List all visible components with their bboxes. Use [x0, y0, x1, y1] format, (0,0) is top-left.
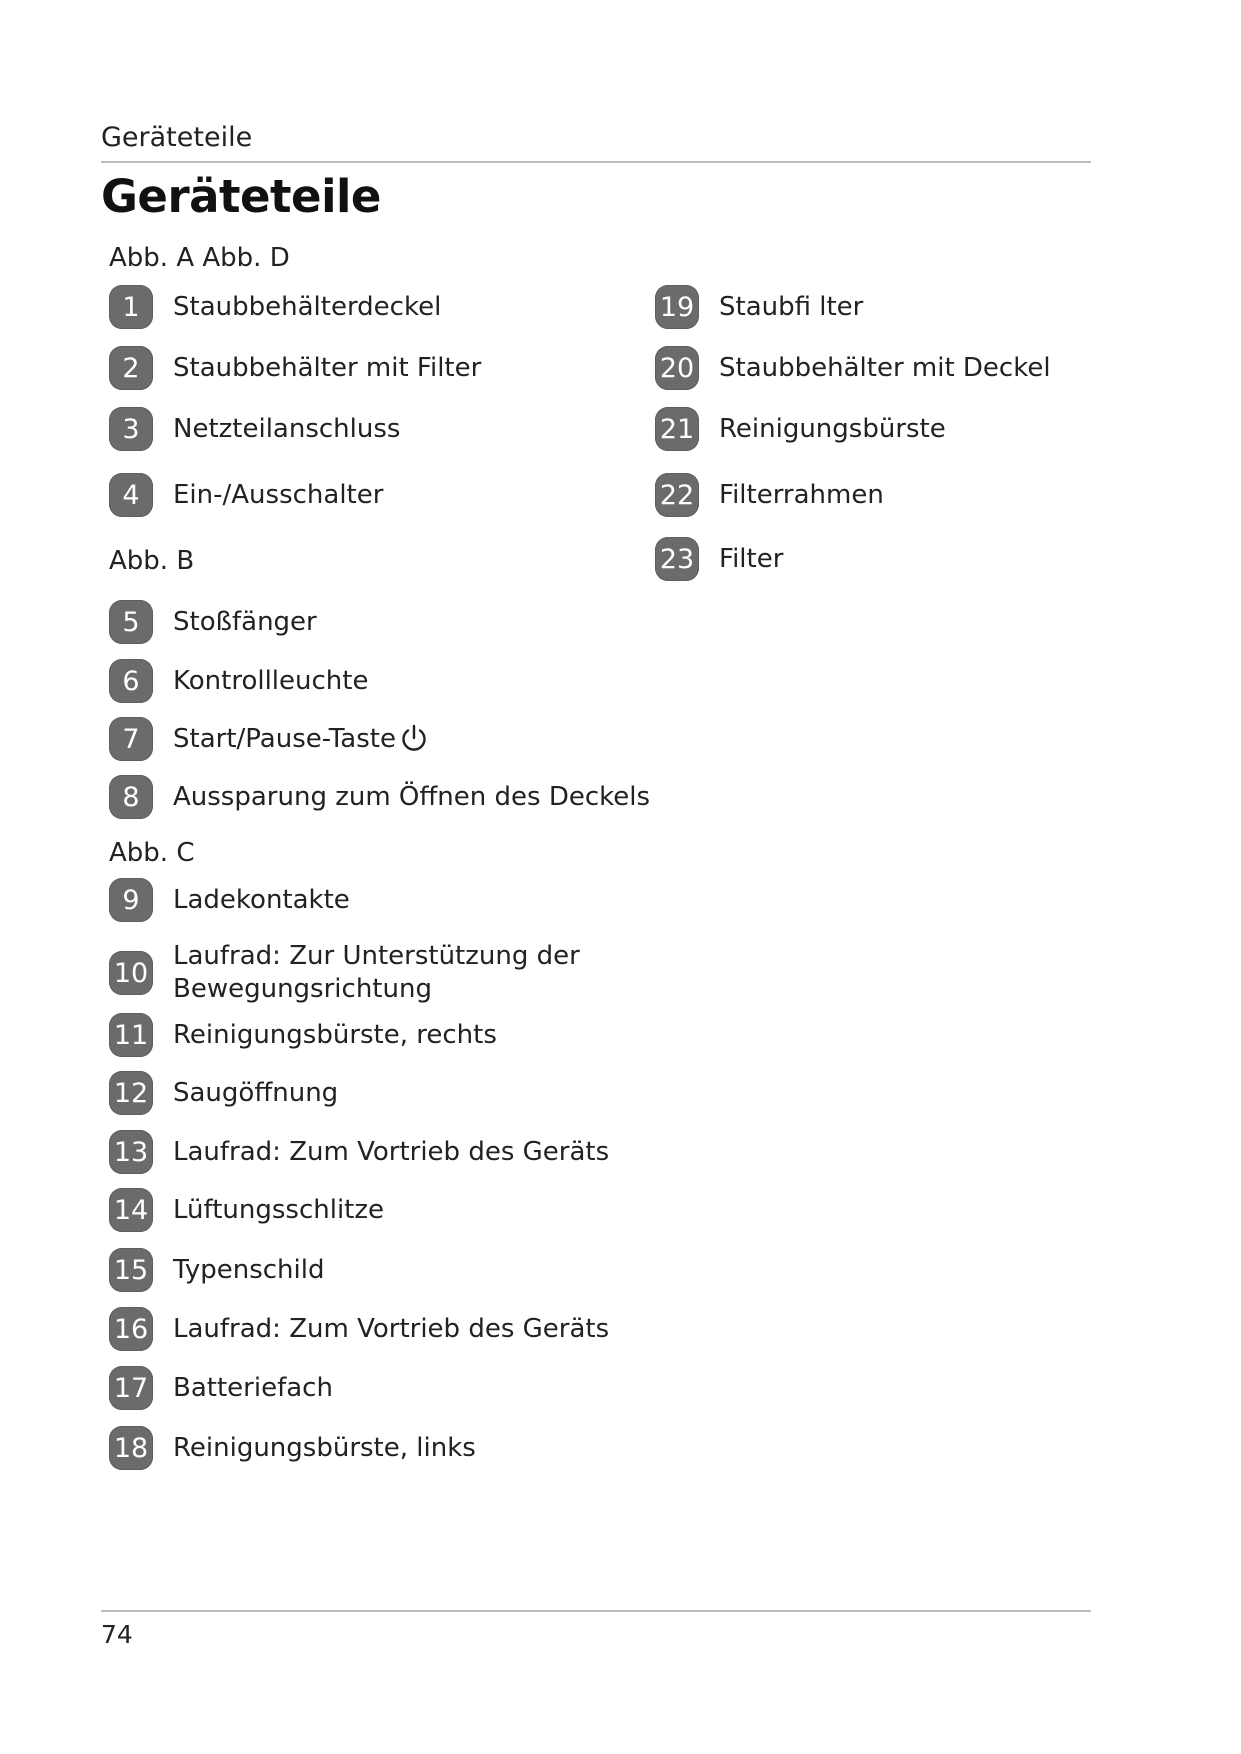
item-label: Kontrollleuchte [173, 665, 369, 696]
power-icon [399, 723, 429, 753]
list-item [109, 1013, 497, 1057]
item-number-badge: 16 [109, 1307, 153, 1351]
item-number-badge: 4 [109, 473, 153, 517]
list-item [109, 1188, 384, 1232]
item-number-badge: 22 [655, 473, 699, 517]
item-label: Aussparung zum Öffnen des Deckels [173, 781, 651, 812]
item-label: Staubbehälter mit Filter [173, 352, 482, 383]
item-label: Laufrad: Zum Vortrieb des Geräts [173, 1313, 610, 1344]
item-label: Staubbehälter mit Deckel [719, 352, 1051, 383]
list-item [655, 285, 863, 329]
list-item [109, 775, 650, 819]
section-label-abb-b: Abb. B [109, 546, 195, 576]
item-number-badge: 6 [109, 659, 153, 703]
item-number-badge: 5 [109, 600, 153, 644]
item-label-text: Start/Pause-Taste [173, 723, 396, 754]
list-item [109, 878, 350, 922]
list-item [655, 537, 783, 581]
item-label: Batteriefach [173, 1372, 333, 1403]
list-item [655, 346, 1051, 390]
item-number-badge: 12 [109, 1071, 153, 1115]
item-number-badge: 17 [109, 1366, 153, 1410]
item-number-badge: 15 [109, 1248, 153, 1292]
list-item [109, 717, 429, 761]
item-label [173, 723, 429, 756]
item-label: Saugöffnung [173, 1077, 339, 1108]
item-number-badge: 20 [655, 346, 699, 390]
item-label: Netzteilanschluss [173, 413, 401, 444]
item-number-badge: 3 [109, 407, 153, 451]
page-number: 74 [101, 1620, 133, 1649]
item-number-badge: 14 [109, 1188, 153, 1232]
item-label: Ein-/Ausschalter [173, 479, 384, 510]
item-number-badge: 11 [109, 1013, 153, 1057]
page-title: Geräteteile [101, 170, 381, 223]
item-number-badge: 19 [655, 285, 699, 329]
list-item [109, 473, 383, 517]
item-number-badge: 7 [109, 717, 153, 761]
list-item [109, 940, 593, 1006]
item-label: Stoßfänger [173, 606, 317, 637]
item-label: Ladekontakte [173, 884, 350, 915]
list-item [109, 1366, 333, 1410]
footer-rule [101, 1610, 1091, 1612]
item-label: Reinigungsbürste, links [173, 1432, 476, 1463]
list-item [109, 1307, 609, 1351]
running-head: Geräteteile [101, 122, 253, 153]
header-rule [101, 161, 1091, 163]
item-number-badge: 23 [655, 537, 699, 581]
section-label-abb-a-d: Abb. A Abb. D [109, 243, 290, 273]
item-label: Reinigungsbürste [719, 413, 946, 444]
list-item [109, 1071, 338, 1115]
item-label: Filterrahmen [719, 479, 884, 510]
list-item [655, 473, 884, 517]
item-number-badge: 18 [109, 1426, 153, 1470]
item-number-badge: 13 [109, 1130, 153, 1174]
item-label: Reinigungsbürste, rechts [173, 1019, 497, 1050]
list-item [109, 659, 368, 703]
item-number-badge: 9 [109, 878, 153, 922]
list-item [109, 346, 481, 390]
item-label: Filter [719, 543, 784, 574]
list-item [109, 600, 317, 644]
item-label: Laufrad: Zur Unterstützung der Bewegungsrichtung [173, 941, 580, 1004]
item-label: Staubfi lter [719, 291, 864, 322]
item-number-badge: 2 [109, 346, 153, 390]
list-item [109, 407, 400, 451]
item-label: Typenschild [173, 1254, 325, 1285]
item-label: Staubbehälterdeckel [173, 291, 442, 322]
item-number-badge: 21 [655, 407, 699, 451]
list-item [109, 1248, 324, 1292]
list-item [109, 1426, 476, 1470]
item-label: Laufrad: Zum Vortrieb des Geräts [173, 1136, 610, 1167]
item-number-badge: 10 [109, 951, 153, 995]
section-label-abb-c: Abb. C [109, 838, 195, 868]
list-item [655, 407, 946, 451]
list-item [109, 1130, 609, 1174]
list-item [109, 285, 441, 329]
item-number-badge: 8 [109, 775, 153, 819]
item-label: Lüftungsschlitze [173, 1194, 385, 1225]
item-number-badge: 1 [109, 285, 153, 329]
